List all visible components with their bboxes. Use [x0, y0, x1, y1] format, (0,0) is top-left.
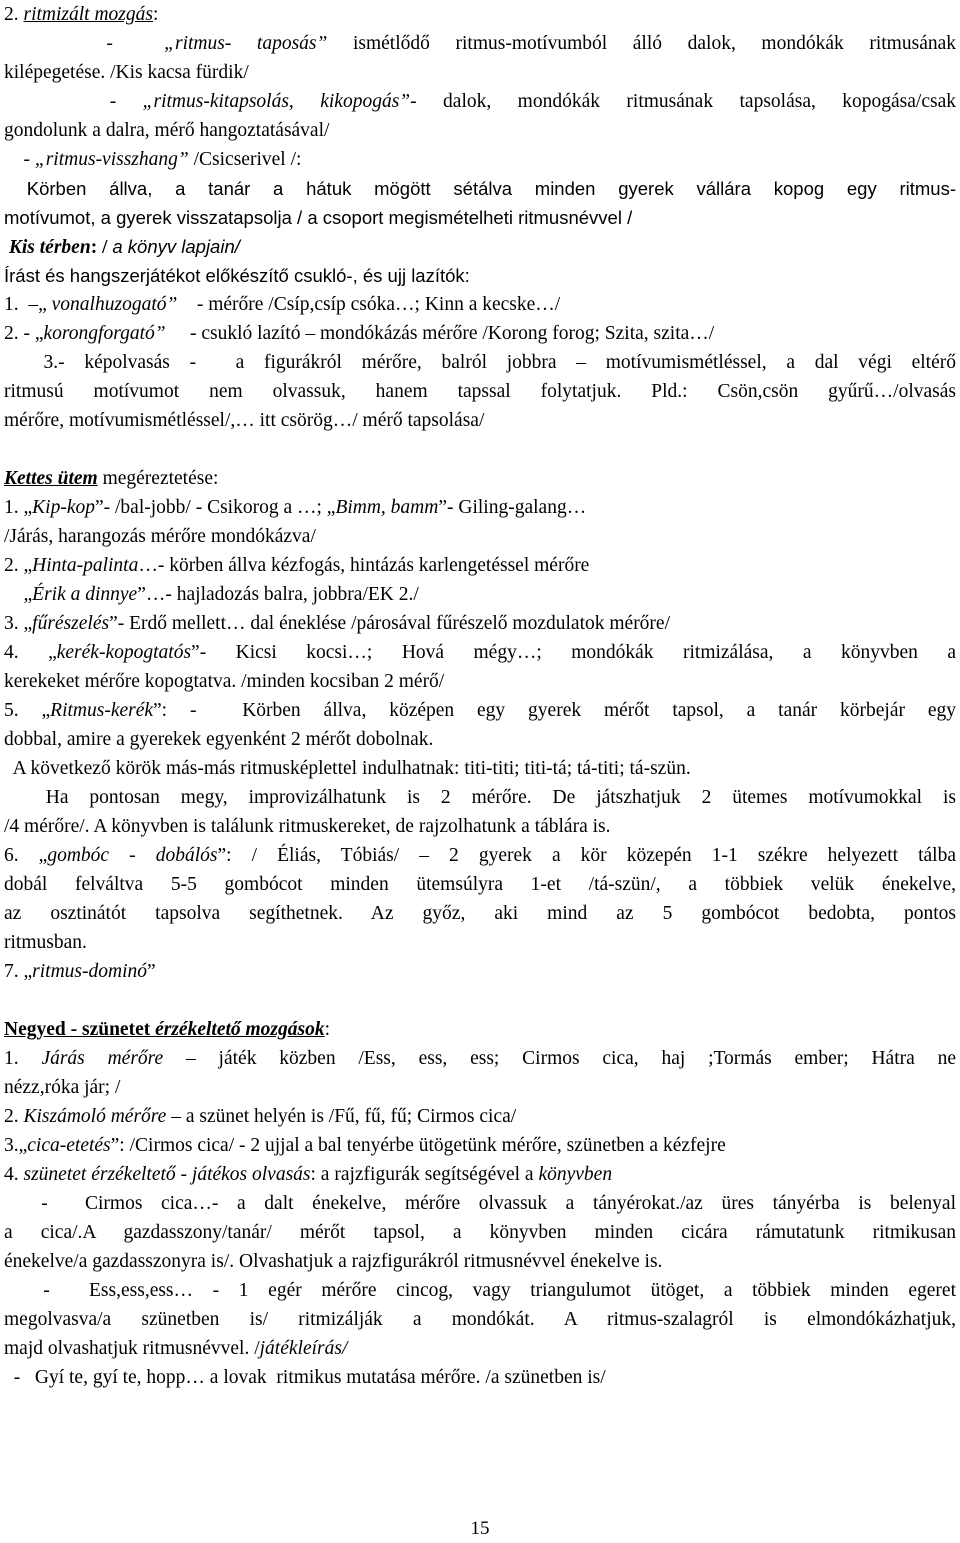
text-run: 1. „	[4, 497, 33, 518]
text-line	[4, 29, 956, 58]
text-line	[4, 1218, 956, 1247]
text-run: 2. - „	[4, 323, 44, 344]
text-run: az osztinátót tapsolva segíthetnek. Az győz, aki mind az 5 gombócot bedobta, pontos	[4, 903, 956, 924]
text-run: - Cirmos cica…- a dalt énekelve, mérőre olvassuk a tányérokat./az üres tányérba is belenyal	[4, 1193, 956, 1214]
text-run: ”: - Körben állva, középen egy gyerek mérőt tapsol, a tanár körbejár egy	[153, 700, 956, 721]
text-line	[4, 580, 956, 609]
text-line	[4, 1044, 956, 1073]
text-run: ritmus-dominó	[32, 961, 147, 982]
text-run: gombóc - dobálós	[47, 845, 218, 866]
text-run: 4.	[4, 1164, 24, 1185]
text-run: majd olvashatjuk ritmusnévvel. /	[4, 1338, 260, 1359]
text-line	[4, 145, 956, 174]
text-run: „ritmus-kitapsolás, kikopogás”	[142, 91, 411, 112]
text-run: ”- Kicsi kocsi…; Hová mégy…; mondókák ritmizálása, a könyvben a	[191, 642, 957, 663]
text-line	[4, 0, 956, 29]
text-line	[4, 522, 956, 551]
text-run: fűrészelés	[32, 613, 110, 634]
text-line	[4, 116, 956, 145]
text-line	[4, 551, 956, 580]
text-run: ”- /bal-jobb/ - Csikorog a …; „	[94, 497, 336, 518]
text-run: gondolunk a dalra, mérő hangoztatásával/	[4, 120, 330, 141]
text-line	[4, 232, 956, 262]
text-line	[4, 406, 956, 435]
text-line	[4, 957, 956, 986]
text-run: „ritmus-visszhang”	[34, 149, 189, 170]
text-run: korongforgató”	[43, 323, 166, 344]
text-run: 6. „	[4, 845, 48, 866]
text-run: megolvasva/a szünetben is/ ritmizálják a mondókát. A ritmus-szalagról is elmondókázhatjuk,	[4, 1309, 956, 1330]
text-run: vonalhuzogató”	[51, 294, 178, 315]
text-line	[4, 1189, 956, 1218]
text-run: - dalok, mondókák ritmusának tapsolása, kopogása/csak	[410, 91, 956, 112]
text-run: Kettes ütem	[4, 468, 98, 489]
text-run: ritmizált mozgás	[23, 4, 153, 25]
text-run: ”- Erdő mellett… dal éneklése /párosával fűrészelő mozdulatok mérőre/	[109, 613, 671, 634]
text-run: …- körben állva kézfogás, hintázás karlengetéssel mérőre	[138, 555, 590, 576]
text-run: ”…- hajladozás balra, jobbra/EK 2./	[137, 584, 419, 605]
text-run: A következő körök más-más ritmusképlettel indulhatnak: titi-titi; titi-tá; tá-titi; tá-szün.	[4, 758, 691, 779]
text-run: – a szünet helyén is /Fű, fű, fű; Cirmos cica/	[166, 1106, 517, 1127]
text-line	[4, 696, 956, 725]
text-run: ”	[147, 961, 156, 982]
text-run: „	[4, 584, 33, 605]
text-run: énekelve/a gazdasszonyra is/. Olvashatjuk a rajzfigurákról ritmusnévvel énekelve is.	[4, 1251, 663, 1272]
text-run: - Gyí te, gyí te, hopp… a lovak ritmikus mutatása mérőre. /a szünetben is/	[4, 1367, 606, 1388]
text-run: 3.- képolvasás - a figurákról mérőre, balról jobbra – motívumismétléssel, a dal végi eltérő	[4, 352, 956, 373]
text-line	[4, 261, 956, 290]
text-run: -	[4, 33, 165, 54]
text-run: a könyv lapjain/	[112, 236, 240, 257]
text-run: 2. „	[4, 555, 33, 576]
text-run: Ha pontosan megy, improvizálhatunk is 2 mérőre. De játszhatjuk 2 ütemes motívumokkal is	[4, 787, 956, 808]
text-run: 1. –„	[4, 294, 52, 315]
text-line	[4, 290, 956, 319]
text-line	[4, 667, 956, 696]
text-line	[4, 725, 956, 754]
text-line	[4, 174, 956, 203]
text-run: ”: /Cirmos cica/ - 2 ujjal a bal tenyérbe ütögetünk mérőre, szünetben a kézfejre	[110, 1135, 726, 1156]
text-run: 7. „	[4, 961, 33, 982]
text-run: kerekeket mérőre kopogtatva. /minden kocsiban 2 mérő/	[4, 671, 445, 692]
text-line	[4, 58, 956, 87]
text-line	[4, 464, 956, 493]
text-line	[4, 1160, 956, 1189]
text-line	[4, 899, 956, 928]
text-run: kerék-kopogtatós	[56, 642, 192, 663]
text-run: 3.„	[4, 1135, 28, 1156]
text-run: 4. „	[4, 642, 57, 663]
text-run: -	[4, 91, 143, 112]
text-run: - csukló lazító – mondókázás mérőre /Korong forog; Szita, szita…/	[165, 323, 715, 344]
text-run: könyvben	[538, 1164, 613, 1185]
text-run: /4 mérőre/. A könyvben is találunk ritmuskereket, de rajzolhatunk a táblára is.	[4, 816, 611, 837]
text-run: 5. „	[4, 700, 51, 721]
text-run: Érik a dinnye	[32, 584, 138, 605]
text-line	[4, 783, 956, 812]
text-line	[4, 348, 956, 377]
text-run: érzékeltető mozgások	[155, 1019, 325, 1040]
text-run: dobál felváltva 5-5 gombócot minden ütemsúlyra 1-et /tá-szün/, a többiek velük énekelve,	[4, 874, 956, 895]
text-run: a cica/.A gazdasszony/tanár/ mérőt tapsol, a könyvben minden cicára rámutatunk ritmikusan	[4, 1222, 956, 1243]
text-run: : a rajzfigurák segítségével a	[310, 1164, 539, 1185]
text-run: /Járás, harangozás mérőre mondókázva/	[4, 526, 316, 547]
text-line	[4, 319, 956, 348]
text-line	[4, 812, 956, 841]
text-run: mérőre, motívumismétléssel/,… itt csörög…/ mérő tapsolása/	[4, 410, 485, 431]
text-run: - Ess,ess,ess… - 1 egér mérőre cincog, vagy triangulumot ütöget, a többiek minden egeret	[4, 1280, 956, 1301]
text-line	[4, 928, 956, 957]
text-run: Kis térben	[8, 237, 91, 258]
text-run: 2.	[4, 1106, 24, 1127]
text-run: :	[324, 1019, 331, 1040]
text-run: ”: / Éliás, Tóbiás/ – 2 gyerek a kör közepén 1-1 székre helyezett tálba	[217, 845, 956, 866]
text-line	[4, 203, 956, 232]
text-run: 3. „	[4, 613, 33, 634]
text-line	[4, 1015, 956, 1044]
text-run: „ritmus- taposás”	[164, 33, 328, 54]
text-run: 2.	[4, 4, 24, 25]
text-line	[4, 1305, 956, 1334]
text-run: 1.	[4, 1048, 42, 1069]
text-line	[4, 493, 956, 522]
text-run: Hinta-palinta	[32, 555, 139, 576]
text-line	[4, 638, 956, 667]
text-run: ritmusú motívumot nem olvassuk, hanem tapssal folytatjuk. Pld.: Csön,csön gyűrű…/olvasás	[4, 381, 956, 402]
text-line	[4, 841, 956, 870]
text-run: :	[152, 4, 159, 25]
text-run: cica-etetés	[27, 1135, 111, 1156]
text-run: Kiszámoló mérőre	[23, 1106, 167, 1127]
text-run: ritmusban.	[4, 932, 87, 953]
text-run: Írást és hangszerjátékot előkészítő csukló-, és ujj lazítók:	[4, 265, 470, 286]
text-line	[4, 1276, 956, 1305]
text-run: ”- Giling-galang…	[438, 497, 587, 518]
text-run: Bimm, bamm	[335, 497, 439, 518]
text-line	[4, 1102, 956, 1131]
text-run: : /	[90, 237, 113, 258]
text-run: szünetet érzékeltető - játékos olvasás	[23, 1164, 311, 1185]
text-run: – játék közben /Ess, ess, ess; Cirmos cica, haj ;Tormás ember; Hátra ne	[163, 1048, 956, 1069]
text-run: kilépegetése. /Kis kacsa fürdik/	[4, 62, 249, 83]
text-run: Körben állva, a tanár a hátuk mögött sétálva minden gyerek vállára kopog egy ritmus-	[4, 178, 956, 199]
text-line	[4, 1363, 956, 1392]
text-run: Ritmus-kerék	[50, 700, 154, 721]
text-line	[4, 1131, 956, 1160]
text-line	[4, 870, 956, 899]
text-run: megéreztetése:	[97, 468, 219, 489]
text-line	[4, 377, 956, 406]
text-run: -	[4, 149, 35, 170]
text-run: Negyed - szünetet	[4, 1019, 156, 1040]
text-line	[4, 1247, 956, 1276]
text-run: ismétlődő ritmus-motívumból álló dalok, mondókák ritmusának	[327, 33, 956, 54]
text-run: nézz,róka jár; /	[4, 1077, 121, 1098]
text-run: /Csicserivel /:	[188, 149, 302, 170]
text-run: - mérőre /Csíp,csíp csóka…; Kinn a kecske…/	[177, 294, 561, 315]
text-run: Kip-kop	[32, 497, 95, 518]
text-run: Járás mérőre	[41, 1048, 164, 1069]
text-run: dobbal, amire a gyerekek egyenként 2 mérőt dobolnak.	[4, 729, 434, 750]
text-line	[4, 609, 956, 638]
text-line	[4, 1334, 956, 1363]
text-run: motívumot, a gyerek visszatapsolja / a csoport megismételheti ritmusnévvel /	[4, 207, 633, 228]
text-line	[4, 1073, 956, 1102]
text-line	[4, 754, 956, 783]
page-number: 15	[470, 1518, 490, 1539]
text-line	[4, 87, 956, 116]
text-run: játékleírás/	[259, 1338, 348, 1359]
